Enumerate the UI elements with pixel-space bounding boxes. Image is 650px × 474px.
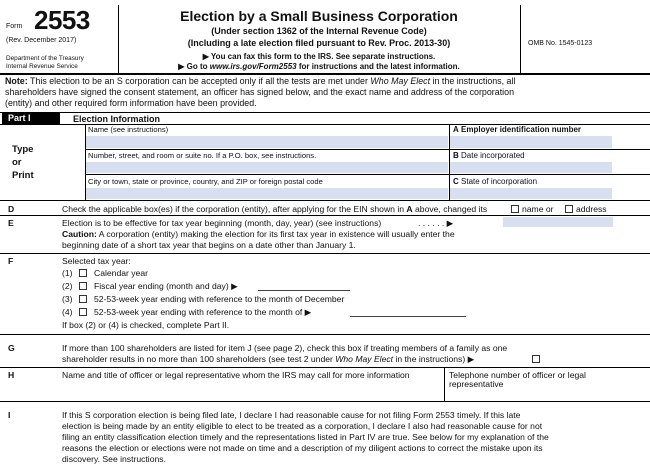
week-year-month-label: 52-53-week year ending with reference to the month of ▶ bbox=[94, 307, 312, 317]
late-election-line-3: filing an entity classification election timely and the representations listed in Part IV are true. See below for my explanation of the bbox=[62, 432, 549, 442]
line-d-letter: D bbox=[8, 204, 15, 214]
line-f-letter: F bbox=[8, 256, 14, 266]
note-label: Note: bbox=[5, 76, 28, 86]
line-g-letter: G bbox=[8, 343, 15, 353]
late-election-line-4: reasons the election or elections were not made on time and a description of my diligent actions to correct the mistake upon its bbox=[62, 443, 543, 453]
header-rule bbox=[0, 73, 650, 75]
date-incorporated-input[interactable] bbox=[450, 162, 612, 173]
calendar-year-checkbox[interactable] bbox=[79, 269, 87, 277]
agency-line-2: Internal Revenue Service bbox=[6, 63, 78, 70]
city-field-label: City or town, state or province, country, and ZIP or foreign postal code bbox=[88, 177, 323, 186]
name-change-label: name or bbox=[522, 204, 554, 214]
line-e-letter: E bbox=[8, 218, 14, 228]
note-line-1 bbox=[5, 76, 515, 87]
part2-footnote: If box (2) or (4) is checked, complete Part II. bbox=[62, 320, 230, 330]
part1-title: Election Information bbox=[73, 114, 161, 124]
line-h-divider bbox=[444, 367, 445, 401]
fiscal-year-ending-input[interactable] bbox=[258, 290, 350, 291]
ein-input[interactable] bbox=[450, 136, 612, 148]
officer-name-input[interactable] bbox=[60, 382, 442, 399]
print-label: Print bbox=[12, 170, 34, 181]
form-subtitle-2: (Including a late election filed pursuant to Rev. Proc. 2013-30) bbox=[187, 38, 451, 48]
effective-date-input[interactable] bbox=[503, 217, 613, 227]
note-line-2: shareholders have signed the consent statement, an officer has signed below, and the exact name and address of the corporation bbox=[5, 87, 514, 97]
fiscal-year-label: Fiscal year ending (month and day) ▶ bbox=[94, 281, 238, 291]
line-e-rule bbox=[0, 253, 650, 254]
row2-rule bbox=[85, 174, 650, 175]
tax-year-option-1-num: (1) bbox=[62, 268, 73, 278]
family-shareholder-checkbox[interactable] bbox=[532, 355, 540, 363]
late-election-line-5: discovery. See instructions. bbox=[62, 454, 166, 464]
week-year-month-checkbox[interactable] bbox=[79, 308, 87, 316]
tax-year-option-2-num: (2) bbox=[62, 281, 73, 291]
box-b-label: Date incorporated bbox=[461, 151, 525, 160]
type-label: Type bbox=[12, 144, 34, 155]
tax-year-option-3-num: (3) bbox=[62, 294, 73, 304]
box-c-label: State of incorporation bbox=[461, 177, 538, 186]
line-d-rule bbox=[0, 215, 650, 216]
address-field-label: Number, street, and room or suite no. If a P.O. box, see instructions. bbox=[88, 151, 317, 160]
name-field-label: Name (see instructions) bbox=[88, 125, 169, 134]
line-i-letter: I bbox=[8, 410, 11, 420]
line-d-text-pre: Check the applicable box(es) if the corporation (entity), after applying for the EIN shown in bbox=[62, 204, 407, 214]
form-subtitle-1: (Under section 1362 of the Internal Revenue Code) bbox=[211, 26, 427, 36]
irs-form-link[interactable]: www.irs.gov/Form2553 bbox=[209, 62, 297, 71]
selected-tax-year-title: Selected tax year: bbox=[62, 256, 131, 266]
form-title: Election by a Small Business Corporation bbox=[180, 8, 458, 24]
fax-instruction: ▶ You can fax this form to the IRS. See separate instructions. bbox=[202, 52, 436, 61]
box-c-header bbox=[453, 177, 537, 187]
form-label: Form bbox=[6, 23, 23, 30]
tax-year-option-4-num: (4) bbox=[62, 307, 73, 317]
line-f-rule bbox=[0, 334, 650, 335]
caution-line-2: beginning date of a short tax year that begins on a date other than January 1. bbox=[62, 240, 356, 250]
officer-name-label: Name and title of officer or legal representative whom the IRS may call for more information bbox=[62, 370, 410, 380]
line-g-text-2-pre: shareholder results in no more than 100 shareholders (see test 2 under bbox=[62, 354, 336, 364]
line-d-text-post: above, changed its bbox=[412, 204, 488, 214]
line-d-text bbox=[62, 204, 487, 214]
note-text-1-end: in the instructions, all bbox=[430, 76, 516, 86]
week-year-month-input[interactable] bbox=[350, 316, 466, 317]
line-e-text: Election is to be effective for tax year beginning (month, day, year) (see instructions) bbox=[62, 218, 382, 228]
instructions-prefix: ▶ Go to bbox=[178, 62, 210, 71]
state-input[interactable] bbox=[450, 188, 612, 199]
week-year-december-label: 52-53-week year ending with reference to the month of December bbox=[94, 294, 345, 304]
address-change-label: address bbox=[576, 204, 607, 214]
instructions-suffix: for instructions and the latest information. bbox=[296, 62, 460, 71]
week-year-december-checkbox[interactable] bbox=[79, 295, 87, 303]
revision-date: (Rev. December 2017) bbox=[6, 37, 77, 44]
line-h-letter: H bbox=[8, 370, 15, 380]
phone-label-1: Telephone number of officer or legal bbox=[449, 370, 586, 380]
box-a-label: Employer identification number bbox=[461, 125, 582, 134]
note-who-may-elect: Who May Elect bbox=[370, 76, 431, 86]
caution-label: Caution: bbox=[62, 229, 97, 239]
row3-rule bbox=[0, 200, 650, 201]
box-b-letter: B bbox=[453, 151, 459, 160]
address-input[interactable] bbox=[86, 162, 448, 173]
officer-phone-input[interactable] bbox=[446, 390, 646, 400]
note-text-1: This election to be an S corporation can be accepted only if all the tests are met under bbox=[27, 76, 371, 86]
part1-badge: Part I bbox=[2, 113, 60, 124]
name-change-checkbox[interactable] bbox=[511, 205, 519, 213]
city-input[interactable] bbox=[86, 188, 448, 199]
header-divider-right bbox=[520, 5, 521, 73]
line-e-dots: . . . . . . ▶ bbox=[418, 218, 454, 228]
fiscal-year-checkbox[interactable] bbox=[79, 282, 87, 290]
line-g-who-may-elect: Who May Elect bbox=[335, 354, 394, 364]
part1-top-rule bbox=[0, 112, 650, 113]
box-c-letter: C bbox=[453, 177, 459, 186]
box-b-header bbox=[453, 151, 525, 161]
row1-rule bbox=[85, 149, 650, 150]
late-election-line-2: election is being made by an entity eligible to elect to be treated as a corporation, I declare I also had reasonable cause for not bbox=[62, 421, 543, 431]
line-g-text-1: If more than 100 shareholders are listed for item J (see page 2), check this box if treating members of a family as one bbox=[62, 343, 508, 353]
note-line-3: (entity) and other required form information have been provided. bbox=[5, 98, 257, 108]
or-label: or bbox=[12, 157, 22, 168]
agency-line-1: Department of the Treasury bbox=[6, 55, 84, 62]
name-input[interactable] bbox=[86, 136, 448, 148]
address-change-checkbox[interactable] bbox=[565, 205, 573, 213]
phone-label-2: representative bbox=[449, 379, 504, 389]
calendar-year-label: Calendar year bbox=[94, 268, 148, 278]
caution-line-1 bbox=[62, 229, 455, 239]
line-g-text-2-post: in the instructions) ▶ bbox=[393, 354, 475, 364]
late-election-line-1: If this S corporation election is being filed late, I declare I had reasonable cause for not filing Form 2553 timely. If this late bbox=[62, 410, 521, 420]
box-a-header bbox=[453, 125, 581, 135]
form-number: 2553 bbox=[34, 5, 90, 35]
box-a-letter: A bbox=[453, 125, 459, 134]
line-h-rule bbox=[0, 401, 650, 402]
line-g-text-2 bbox=[62, 354, 474, 364]
instructions-link-line bbox=[118, 62, 520, 72]
line-g-rule bbox=[0, 367, 650, 368]
omb-number: OMB No. 1545-0123 bbox=[528, 40, 593, 47]
line-d-bold-a: A bbox=[406, 204, 413, 214]
caution-text: A corporation (entity) making the election for its first tax year in existence will usually enter the bbox=[96, 229, 455, 239]
